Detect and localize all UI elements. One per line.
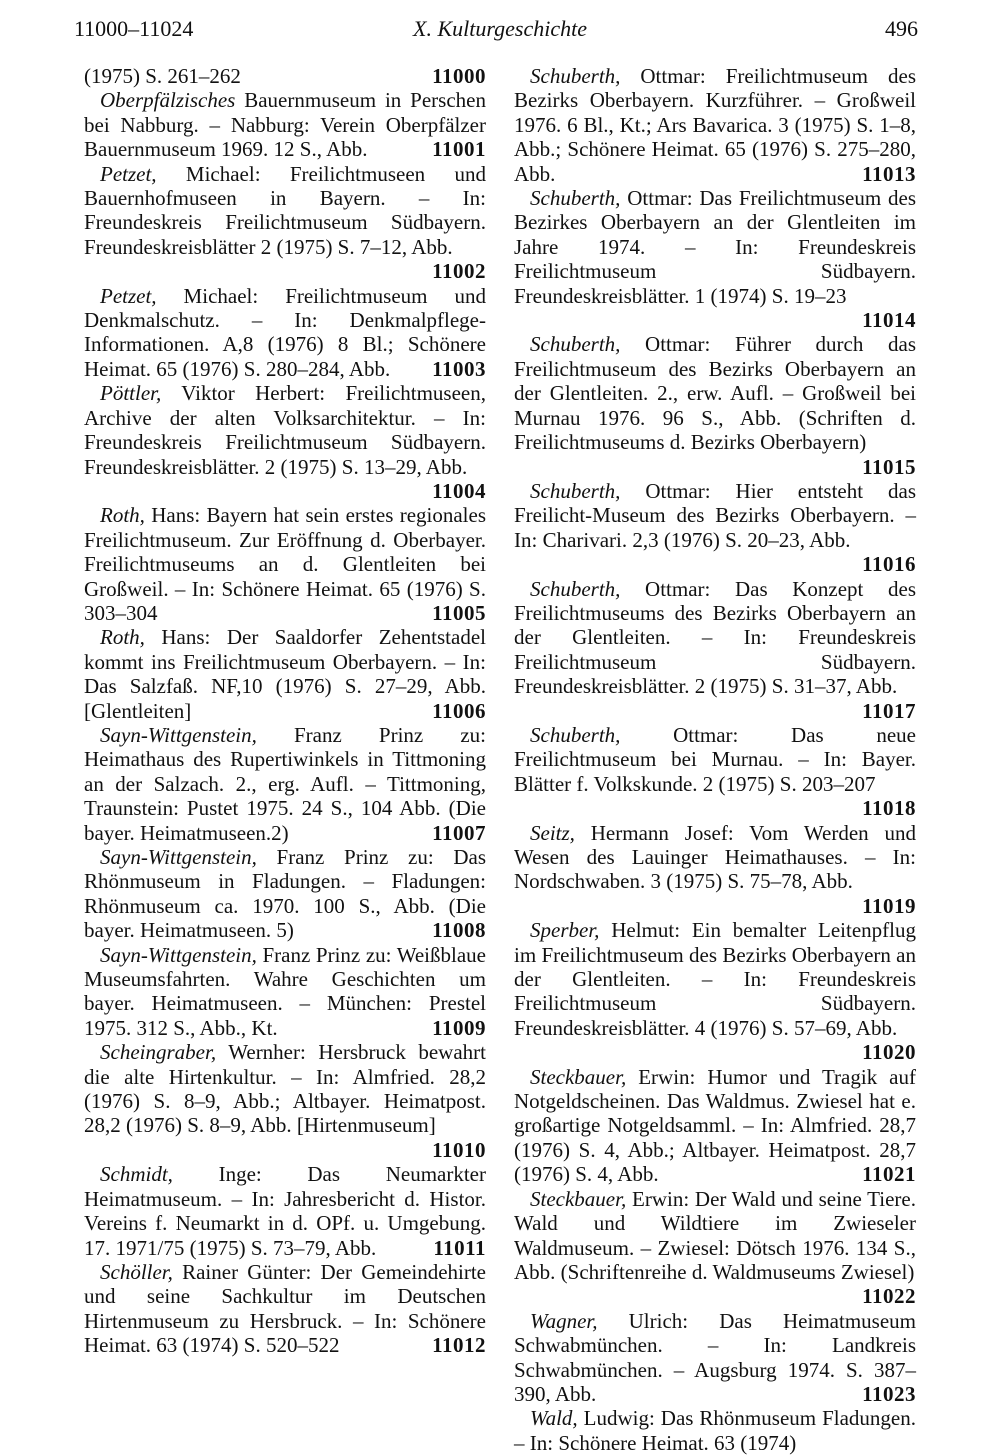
entry-author: Schöller,	[100, 1259, 173, 1284]
entry-number: 11017	[862, 698, 916, 723]
entry-number: 11018	[862, 796, 916, 821]
section-title: X. Kulturgeschichte	[413, 16, 587, 41]
bibliography-entry	[514, 332, 916, 478]
entry-number: 11002	[432, 259, 486, 284]
bibliography-entry	[514, 186, 916, 332]
bibliography-entry	[84, 503, 486, 625]
left-column	[84, 64, 486, 1358]
entry-text: Ottmar: Hier entsteht das Freilicht-Museum des Bezirks Oberbayern. – In: Charivari. 2,3 (1976) S. 20–23, Abb.	[514, 478, 916, 552]
entry-number: 11001	[432, 137, 486, 162]
entry-number: 11008	[432, 918, 486, 943]
bibliography-entry	[84, 88, 486, 161]
right-column	[514, 64, 916, 1455]
entry-text: Ulrich: Das Heimatmuseum Schwabmünchen. – In: Landkreis Schwabmünchen. – Augsburg 1974. S. 387–390, Abb.	[514, 1308, 916, 1406]
entry-author: Oberpfälzisches	[100, 88, 236, 113]
entry-text: Hans: Der Saaldorfer Zehentstadel kommt ins Freilichtmuseum Oberbayern. – In: Das Salzfaß. NF,10 (1976) S. 27–29, Abb. [Glentleiten]	[84, 625, 486, 723]
entry-text: Ottmar: Führer durch das Freilichtmuseum des Bezirks Oberbayern an der Glentleiten. 2., erw. Aufl. – Großweil bei Murnau 1976. 96 S., Abb. (Schriften d. Freilichtmuseums d. Bezirks Oberbayern)	[514, 332, 916, 455]
entry-author: Sperber,	[530, 918, 600, 943]
entry-text: Franz Prinz zu: Heimathaus des Rupertiwinkels in Tittmoning an der Salzach. 2., erg. Aufl. – Tittmoning, Traunstein: Pustet 1975. 24 S., 104 Abb. (Die bayer. Heimatmuseen.2)	[84, 722, 486, 845]
entry-author: Steckbauer,	[530, 1186, 627, 1211]
entry-author: Petzet,	[100, 283, 157, 308]
bibliography-entry	[84, 381, 486, 503]
entry-number: 11010	[432, 1137, 486, 1162]
bibliography-entry	[514, 918, 916, 1064]
entry-author: Schuberth,	[530, 478, 621, 503]
entry-author: Schuberth,	[530, 576, 621, 601]
entry-number: 11012	[432, 1333, 486, 1358]
entry-text: Erwin: Der Wald und seine Tiere. Wald und Wildtiere im Zwieseler Waldmuseum. – Zwiesel: Dötsch 1976. 134 S., Abb. (Schriftenreihe d. Waldmuseums Zwiesel)	[514, 1186, 916, 1284]
entry-author: Roth,	[100, 503, 145, 528]
entry-author: Seitz,	[530, 820, 575, 845]
bibliography-entry	[514, 1065, 916, 1187]
entry-number: 11021	[862, 1162, 916, 1187]
entry-author: Pöttler,	[100, 381, 162, 406]
entry-text: Ottmar: Freilichtmuseum des Bezirks Oberbayern. Kurzführer. – Großweil 1976. 6 Bl., Kt.; Ars Bavarica. 3 (1975) S. 1–8, Abb.; Schönere Heimat. 65 (1976) S. 275–280, Abb.	[514, 64, 916, 186]
entry-number: 11007	[432, 820, 486, 845]
entry-author: Sayn-Wittgenstein,	[100, 845, 257, 869]
entry-text: Ludwig: Das Rhönmuseum Fladungen. – In: Schönere Heimat. 63 (1974)	[514, 1406, 916, 1455]
entry-number: 11016	[862, 552, 916, 577]
entry-author: Schuberth,	[530, 332, 621, 357]
entry-number: 11022	[862, 1284, 916, 1309]
entry-author: Schmidt,	[100, 1162, 173, 1187]
entry-text: Michael: Freilichtmuseen und Bauernhofmuseen in Bayern. – In: Freundeskreis Freilichtmuseum Südbayern. Freundeskreisblätter 2 (1975) S. 7–12, Abb.	[84, 161, 486, 259]
bibliography-entry	[514, 723, 916, 821]
entry-number: 11003	[432, 356, 486, 381]
entry-text: Inge: Das Neumarkter Heimatmuseum. – In: Jahresbericht d. Histor. Vereins f. Neumarkt in d. OPf. u. Umgebung. 17. 1971/75 (1975) S. 73–79, Abb.	[84, 1162, 486, 1260]
entry-number: 11020	[862, 1040, 916, 1065]
entry-text: Franz Prinz zu: Weißblaue Museumsfahrten. Wahre Geschichten um bayer. Heimatmuseen. – München: Prestel 1975. 312 S., Abb., Kt.	[84, 942, 486, 1040]
entry-text: Michael: Freilichtmuseum und Denkmalschutz. – In: Denkmalpflege-Informationen. A,8 (1976) 8 Bl.; Schönere Heimat. 65 (1976) S. 280–284, Abb.	[84, 283, 486, 381]
entry-author: Schuberth,	[530, 64, 621, 88]
bibliography-entry	[84, 845, 486, 943]
entry-author: Schuberth,	[530, 722, 621, 747]
bibliography-entry	[514, 821, 916, 919]
bibliography-entry	[84, 284, 486, 382]
entry-text: Wernher: Hersbruck bewahrt die alte Hirtenkultur. – In: Almfried. 28,2 (1976) S. 8–9, Abb.; Altbayer. Heimatpost. 28,2 (1976) S. 8–9, Abb. [Hirtenmuseum]	[84, 1040, 486, 1138]
entry-author: Sayn-Wittgenstein,	[100, 942, 257, 967]
entry-text: (1975) S. 261–262	[84, 64, 241, 88]
entry-number: 11015	[862, 454, 916, 479]
page-number: 496	[885, 16, 918, 41]
bibliography-entry	[84, 162, 486, 284]
entry-text: Ottmar: Das Freilichtmuseum des Bezirkes Oberbayern an der Glentleiten im Jahre 1974. – In: Freundeskreis Freilichtmuseum Südbayern. Freundeskreisblätter. 1 (1974) S. 19–23	[514, 186, 916, 308]
bibliography-entry	[84, 943, 486, 1041]
entry-author: Roth,	[100, 625, 145, 650]
entry-text: Helmut: Ein bemalter Leitenpflug im Freilichtmuseum des Bezirks Oberbayern an der Glentleiten. – In: Freundeskreis Freilichtmuseum Südbayern. Freundeskreisblätter. 4 (1976) S. 57–69, Abb.	[514, 918, 916, 1040]
entry-author: Steckbauer,	[530, 1064, 627, 1089]
entry-number: 11006	[432, 698, 486, 723]
entry-author: Wagner,	[530, 1308, 598, 1333]
bibliography-entry	[514, 1187, 916, 1309]
entry-author: Petzet,	[100, 161, 157, 186]
bibliography-entry	[84, 625, 486, 723]
bibliography-entry	[84, 723, 486, 845]
bibliography-entry	[514, 64, 916, 186]
entry-text: Ottmar: Das neue Freilichtmuseum bei Murnau. – In: Bayer. Blätter f. Volkskunde. 2 (1975) S. 203–207	[514, 722, 916, 796]
entry-number: 11009	[432, 1015, 486, 1040]
entry-text: Erwin: Humor und Tragik auf Notgeldscheinen. Das Waldmus. Zwiesel hat e. großartige Notgeldsamml. – In: Almfried. 28,7 (1976) S. 4, Abb.; Altbayer. Heimatpost. 28,7 (1976) S. 4, Abb.	[514, 1064, 916, 1187]
entry-number: 11004	[432, 478, 486, 503]
entry-text: Franz Prinz zu: Das Rhönmuseum in Fladungen. – Fladungen: Rhönmuseum ca. 1970. 100 S., Abb. (Die bayer. Heimatmuseen. 5)	[84, 845, 486, 943]
bibliography-entry	[514, 1406, 916, 1455]
bibliography-entry	[514, 577, 916, 723]
entry-author: Wald,	[530, 1406, 578, 1431]
entry-number: 11011	[433, 1235, 486, 1260]
entry-text: Ottmar: Das Konzept des Freilichtmuseums des Bezirks Oberbayern an der Glentleiten. – In: Freundeskreis Freilichtmuseum Südbayern. Freundeskreisblätter. 2 (1975) S. 31–37, Abb.	[514, 576, 916, 699]
bibliography-entry	[84, 1162, 486, 1260]
entry-author: Schuberth,	[530, 186, 621, 211]
bibliography-entry	[84, 1040, 486, 1162]
entry-author: Sayn-Wittgenstein,	[100, 722, 257, 747]
entry-text: Hans: Bayern hat sein erstes regionales Freilichtmuseum. Zur Eröffnung d. Oberbayer. Freilichtmuseums an d. Glentleiten bei Großweil. – In: Schönere Heimat. 65 (1976) S. 303–304	[84, 503, 486, 625]
entry-number: 11005	[432, 600, 486, 625]
entry-number: 11014	[862, 308, 916, 333]
entry-author: Scheingraber,	[100, 1040, 217, 1065]
entry-text: Hermann Josef: Vom Werden und Wesen des Lauinger Heimathauses. – In: Nordschwaben. 3 (1975) S. 75–78, Abb.	[514, 820, 916, 894]
entry-number: 11023	[862, 1381, 916, 1406]
bibliography-entry	[84, 64, 486, 88]
entry-text: Bauernmuseum in Perschen bei Nabburg. – Nabburg: Verein Oberpfälzer Bauernmuseum 1969. 12 S., Abb.	[84, 88, 486, 162]
entry-number: 11019	[862, 893, 916, 918]
entry-number: 11000	[432, 64, 486, 88]
entry-text: Rainer Günter: Der Gemeindehirte und seine Sachkultur im Deutschen Hirtenmuseum zu Hersbruck. – In: Schönere Heimat. 63 (1974) S. 520–522	[84, 1259, 486, 1358]
bibliography-entry	[514, 1309, 916, 1407]
entry-range: 11000–11024	[74, 16, 194, 41]
bibliography-entry	[84, 1260, 486, 1358]
entry-text: Viktor Herbert: Freilichtmuseen, Archive der alten Volksarchitektur. – In: Freundeskreis Freilichtmuseum Südbayern. Freundeskreisblätter. 2 (1975) S. 13–29, Abb.	[84, 381, 486, 479]
entry-number: 11013	[862, 161, 916, 186]
bibliography-entry	[514, 479, 916, 577]
